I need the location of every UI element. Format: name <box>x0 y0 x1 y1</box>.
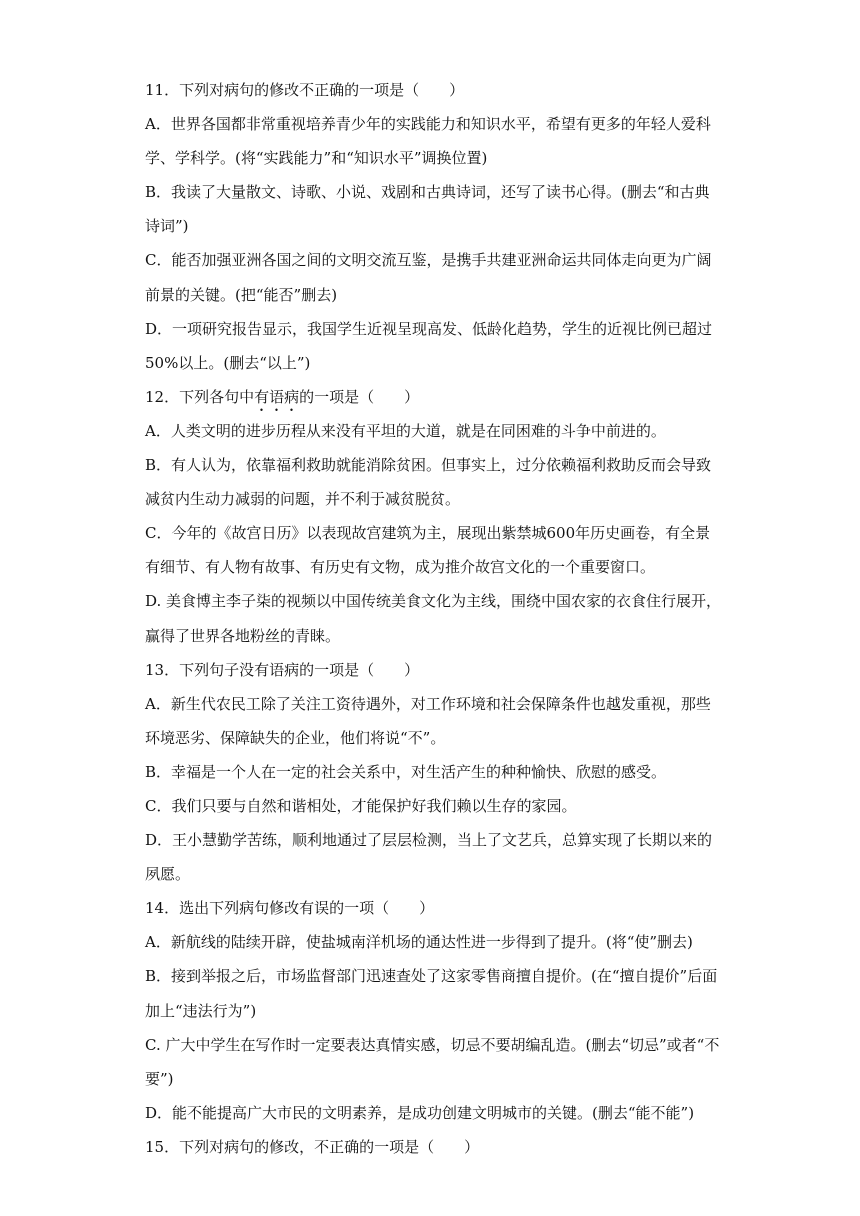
question-14-stem: 14．选出下列病句修改有误的一项（ ） <box>145 899 435 918</box>
q11-option-d-line1: D．一项研究报告显示，我国学生近视呈现高发、低龄化趋势，学生的近视比例已超过 <box>145 319 713 338</box>
q13-option-a-line1: A．新生代农民工除了关注工资待遇外，对工作环境和社会保障条件也越发重视，那些 <box>145 694 711 713</box>
question-15-stem: 15．下列对病句的修改，不正确的一项是（ ） <box>145 1137 480 1156</box>
question-13-stem: 13．下列句子没有语病的一项是（ ） <box>145 660 420 679</box>
q11-option-a-line2: 学、学科学。(将“实践能力”和“知识水平”调换位置) <box>145 149 488 168</box>
q11-option-d-line2: 50%以上。(删去“以上”) <box>145 353 311 372</box>
q12-option-d-line2: 赢得了世界各地粉丝的青睐。 <box>145 626 341 645</box>
q12-stem-post: 的一项是（ ） <box>299 387 420 406</box>
q12-option-b-line2: 减贫内生动力减弱的问题，并不利于减贫脱贫。 <box>145 490 461 509</box>
q12-option-b-line1: B．有人认为，依靠福利救助就能消除贫困。但事实上，过分依赖福利救助反而会导致 <box>145 456 712 475</box>
q14-option-d-line1: D．能不能提高广大市民的文明素养，是成功创建文明城市的关键。(删去“能不能”) <box>145 1103 695 1122</box>
q14-option-b-line2: 加上“违法行为”) <box>145 1001 257 1020</box>
q13-option-c-line1: C．我们只要与自然和谐相处，才能保护好我们赖以生存的家园。 <box>145 796 577 815</box>
q12-stem-emphasis: 有语病 <box>254 387 300 406</box>
q11-option-b-line1: B．我读了大量散文、诗歌、小说、戏剧和古典诗词，还写了读书心得。(删去“和古典 <box>145 183 710 202</box>
q11-option-c-line1: C．能否加强亚洲各国之间的文明交流互鉴，是携手共建亚洲命运共同体走向更为广阔 <box>145 251 712 270</box>
q14-option-c-line1: C. 广大中学生在写作时一定要表达真情实感，切忌不要胡编乱造。(删去“切忌”或者“不 <box>145 1035 720 1054</box>
q12-option-a-line1: A．人类文明的进步历程从来没有平坦的大道，就是在同困难的斗争中前进的。 <box>145 421 666 440</box>
q12-option-d-line1: D. 美食博主李子柒的视频以中国传统美食文化为主线，围绕中国农家的衣食住行展开， <box>145 592 722 611</box>
q13-option-d-line1: D．王小慧勤学苦练，顺利地通过了层层检测，当上了文艺兵，总算实现了长期以来的 <box>145 831 713 850</box>
q13-option-b-line1: B．幸福是一个人在一定的社会关系中，对生活产生的种种愉快、欣慰的感受。 <box>145 762 667 781</box>
question-11-stem: 11．下列对病句的修改不正确的一项是（ ） <box>145 81 465 99</box>
q14-option-c-line2: 要”) <box>145 1069 174 1088</box>
q14-option-a-line1: A．新航线的陆续开辟，使盐城南洋机场的通达性进一步得到了提升。(将“使”删去) <box>145 933 693 952</box>
q11-option-b-line2: 诗词”) <box>145 217 189 236</box>
question-12-stem <box>145 380 725 414</box>
q13-option-a-line2: 环境恶劣、保障缺失的企业，他们将说“不”。 <box>145 728 446 747</box>
q12-option-c-line2: 有细节、有人物有故事、有历史有文物，成为推介故宫文化的一个重要窗口。 <box>145 558 656 577</box>
q14-option-b-line1: B．接到举报之后，市场监督部门迅速查处了这家零售商擅自提价。(在“擅自提价”后面 <box>145 967 718 986</box>
q11-option-c-line2: 前景的关键。(把“能否”删去) <box>145 285 338 304</box>
q12-stem-pre: 12．下列各句中 <box>145 387 255 406</box>
q12-option-c-line1: C．今年的《故宫日历》以表现故宫建筑为主，展现出紫禁城600年历史画卷，有全景 <box>145 524 711 543</box>
q11-option-a-line1: A．世界各国都非常重视培养青少年的实践能力和知识水平，希望有更多的年轻人爱科 <box>145 115 711 134</box>
q13-option-d-line2: 夙愿。 <box>145 865 191 884</box>
